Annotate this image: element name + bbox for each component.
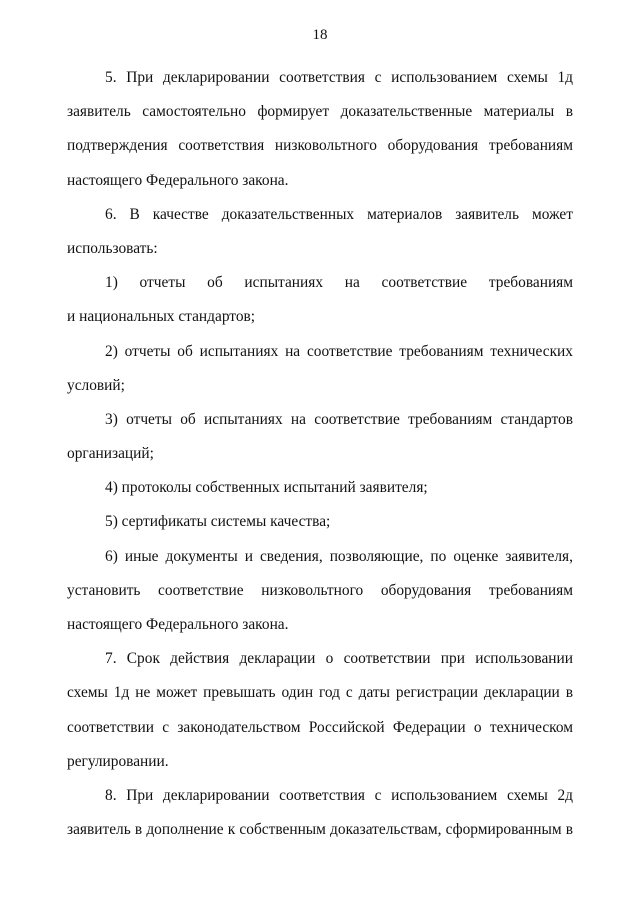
text-line: 1) отчеты об испытаниях на соответствие требованиям <box>105 274 573 292</box>
text-line: 6) иные документы и сведения, позволяющие, по оценке заявителя, <box>105 547 573 565</box>
text-line: настоящего Федерального закона. <box>67 616 289 633</box>
text-line: 2) отчеты об испытаниях на соответствие требованиям технических <box>105 342 573 360</box>
text-line: настоящего Федерального закона. <box>67 171 289 189</box>
text-line: схемы 1д не может превышать один год с даты регистрации декларации в <box>67 684 573 702</box>
text-line: 7. Срок действия декларации о соответствии при использовании <box>105 650 573 668</box>
text-line: и национальных стандартов; <box>67 308 256 326</box>
text-line: использовать: <box>67 239 158 257</box>
text-line: 5) сертификаты системы качества; <box>105 513 331 531</box>
text-line: заявитель самостоятельно формирует доказательственные материалы в <box>67 103 573 121</box>
text-line: регулировании. <box>67 752 169 770</box>
text-line: 6. В качестве доказательственных материалов заявитель может <box>105 205 573 223</box>
text-line: подтверждения соответствия низковольтного оборудования требованиям <box>67 137 573 155</box>
document-body <box>67 61 573 847</box>
text-line: 5. При декларировании соответствия с использованием схемы 1д <box>105 69 573 86</box>
text-line: 4) протоколы собственных испытаний заявителя; <box>105 479 428 497</box>
text-line: 3) отчеты об испытаниях на соответствие требованиям стандартов <box>105 410 573 428</box>
text-line: соответствии с законодательством Российской Федерации о техническом <box>67 718 573 736</box>
text-line: организаций; <box>67 445 154 463</box>
text-line: 8. При декларировании соответствия с использованием схемы 2д <box>105 786 573 804</box>
text-line: заявитель в дополнение к собственным доказательствам, сформированным в <box>67 821 573 839</box>
text-line: условий; <box>67 376 125 394</box>
page-number: 18 <box>312 27 328 43</box>
text-line: установить соответствие низковольтного оборудования требованиям <box>67 581 573 599</box>
